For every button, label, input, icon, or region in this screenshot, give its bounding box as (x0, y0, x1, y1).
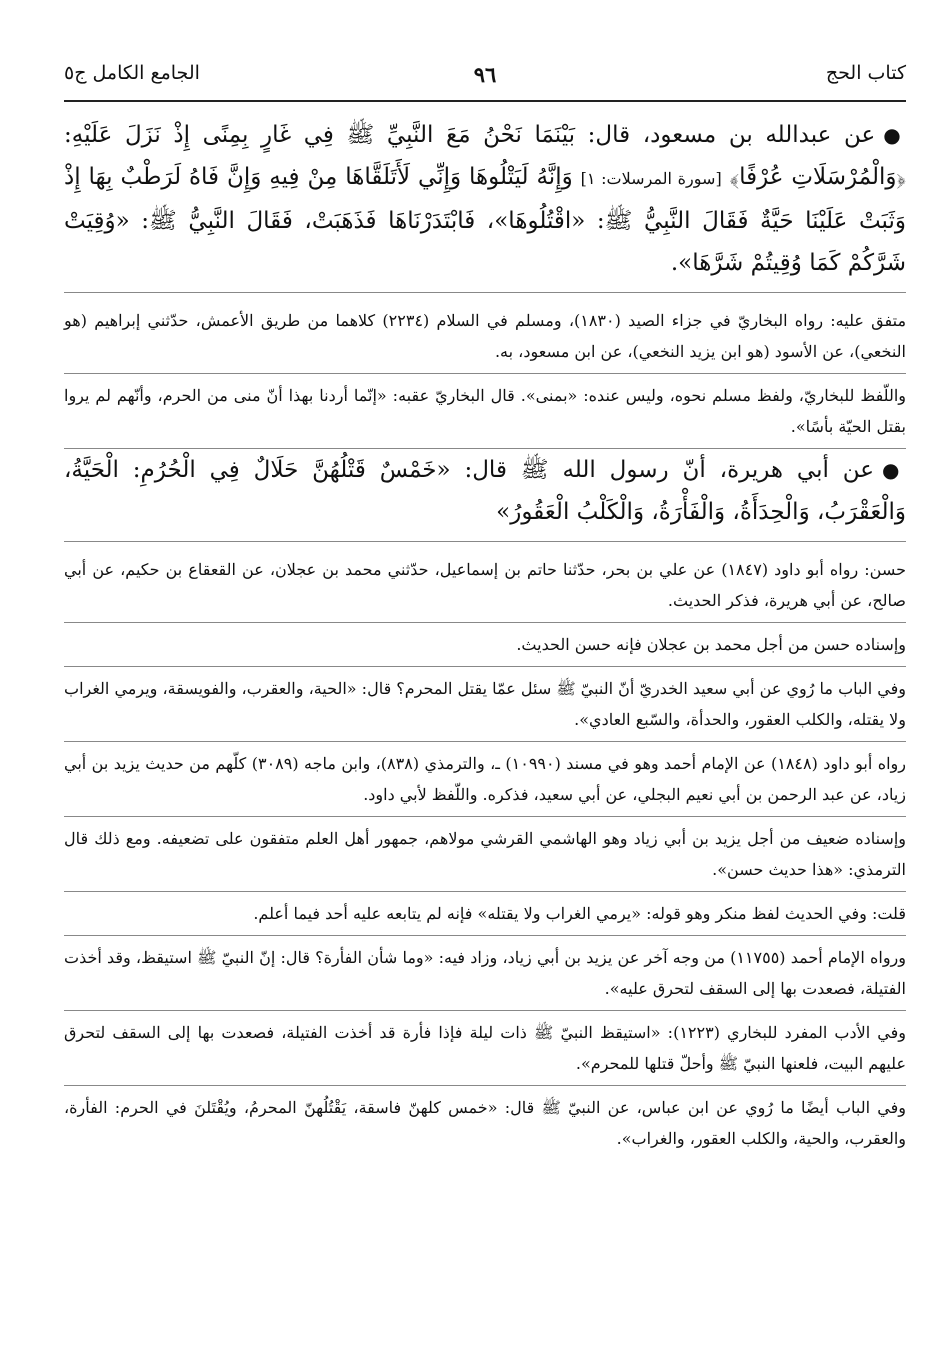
collection-volume: الجامع الكامل ج٥ (64, 62, 200, 84)
commentary-paragraph: قلت: وفي الحديث لفظ منكر وهو قوله: «يرمي الغراب ولا يقتله» فإنه لم يتابعه عليه أحد فيما أعلم. (64, 892, 906, 936)
quran-reference: [سورة المرسلات: ١] (580, 169, 722, 188)
hadith-bullet: ● (883, 123, 906, 147)
commentary-paragraph: ورواه الإمام أحمد (١١٧٥٥) من وجه آخر عن يزيد بن أبي زياد، وزاد فيه: «وما شأن الفأرة؟ قال: إنّ النبيّ ﷺ استيقظ، وقد أخذت الفتيلة، فصعدت بها إلى السقف لتحرق عليه». (64, 936, 906, 1011)
commentary-paragraph: وإسناده ضعيف من أجل يزيد بن أبي زياد وهو الهاشمي القرشي مولاهم، جمهور أهل العلم متفقون على تضعيفه. ومع ذلك قال الترمذي: «هذا حديث حسن». (64, 817, 906, 892)
commentary-paragraph: وفي الباب ما رُوي عن أبي سعيد الخدريّ أنّ النبيّ ﷺ سئل عمّا يقتل المحرم؟ قال: «الحية، والعقرب، والفويسقة، ويرمي الغراب ولا يقتله، والكلب العقور، والحدأة، والسّبع العادي». (64, 667, 906, 742)
hadith-bullet: ● (881, 458, 906, 482)
page-number: ٩٦ (473, 62, 497, 87)
book-page (64, 58, 906, 1160)
hadith-ibn-masud (64, 114, 906, 293)
page-header (64, 58, 906, 102)
takhrij-paragraph: متفق عليه: رواه البخاريّ في جزاء الصيد (١٨٣٠)، ومسلم في السلام (٢٢٣٤) كلاهما من طريق الأعمش، حدّثني إبراهيم (هو النخعي)، عن الأسود (هو ابن يزيد النخعي)، عن ابن مسعود، به. (64, 299, 906, 374)
book-title: كتاب الحج (825, 62, 906, 84)
commentary-paragraph: وفي الباب أيضًا ما رُوي عن ابن عباس، عن النبيّ ﷺ قال: «خمس كلهنّ فاسقة، يَقْتُلُهنّ المحرمُ، ويُقْتَلنَ في الحرم: الفأرة، والعقرب، والحية، والكلب العقور، والغراب». (64, 1098, 906, 1148)
commentary-paragraph: وفي الأدب المفرد للبخاري (١٢٢٣): «استيقظ النبيّ ﷺ ذات ليلة فإذا فأرة قد أخذت الفتيلة، فصعدت بها إلى السقف لتحرق عليهم البيت، فلعنها النبيّ ﷺ وأحلّ قتلها للمحرم». (64, 1011, 906, 1086)
takhrij-paragraph: حسن: رواه أبو داود (١٨٤٧) عن علي بن بحر، حدّثنا حاتم بن إسماعيل، حدّثني محمد بن عجلان، عن القعقاع بن حكيم، عن أبي صالح، عن أبي هريرة، فذكر الحديث. (64, 548, 906, 623)
commentary-paragraph: واللّفظ للبخاريّ، ولفظ مسلم نحوه، وليس عنده: «بمنى». قال البخاريّ عقبه: «إنّما أردنا بهذا أنّ منى من الحرم، وأنّهم لم يروا بقتل الحيّة بأسًا». (64, 374, 906, 449)
hadith-text: وَإِنَّهُ لَيَتْلُوهَا وَإِنِّي لَأَتَلَقَّاهَا مِنْ فِيهِ وَإِنَّ فَاهُ لَرَطْبٌ بِهَا إِذْ وَثَبَتْ عَلَيْنَا حَيَّةٌ فَقَالَ النَّبِيُّ ﷺ: «اقْتُلُوهَا»، فَابْتَدَرْنَاهَا فَذَهَبَتْ، فَقَالَ النَّبِيُّ ﷺ: «وُقِيَتْ شَرَّكُمْ كَمَا وُقِيتُمْ شَرَّهَا». (64, 164, 906, 276)
hadith-text: عن عبدالله بن مسعود، قال: بَيْنَمَا نَحْنُ مَعَ النَّبِيِّ ﷺ فِي غَارٍ بِمِنًى إِذْ نَزَلَ عَلَيْهِ: ﴿وَالْمُرْسَلَاتِ عُرْفًا﴾ (64, 122, 906, 190)
page-content (64, 102, 906, 1160)
commentary-paragraph: رواه أبو داود (١٨٤٨) عن الإمام أحمد وهو في مسند (١٠٩٩٠) ـ، والترمذي (٨٣٨)، وابن ماجه (٣٠٨٩) كلّهم من حديث يزيد بن أبي زياد، عن عبد الرحمن بن أبي نعيم البجلي، عن أبي سعيد، فذكره. واللّفظ لأبي داود. (64, 742, 906, 817)
hadith-text: عن أبي هريرة، أنّ رسول الله ﷺ قال: «خَمْسٌ قَتْلُهُنَّ حَلَالٌ فِي الْحُرُمِ: الْحَيَّةُ، وَالْعَقْرَبُ، وَالْحِدَأَةُ، وَالْفَأْرَةُ، وَالْكَلْبُ الْعَقُورُ» (64, 457, 906, 525)
hadith-abu-hurayra (64, 449, 906, 542)
commentary-paragraph: وإسناده حسن من أجل محمد بن عجلان فإنه حسن الحديث. (64, 623, 906, 667)
